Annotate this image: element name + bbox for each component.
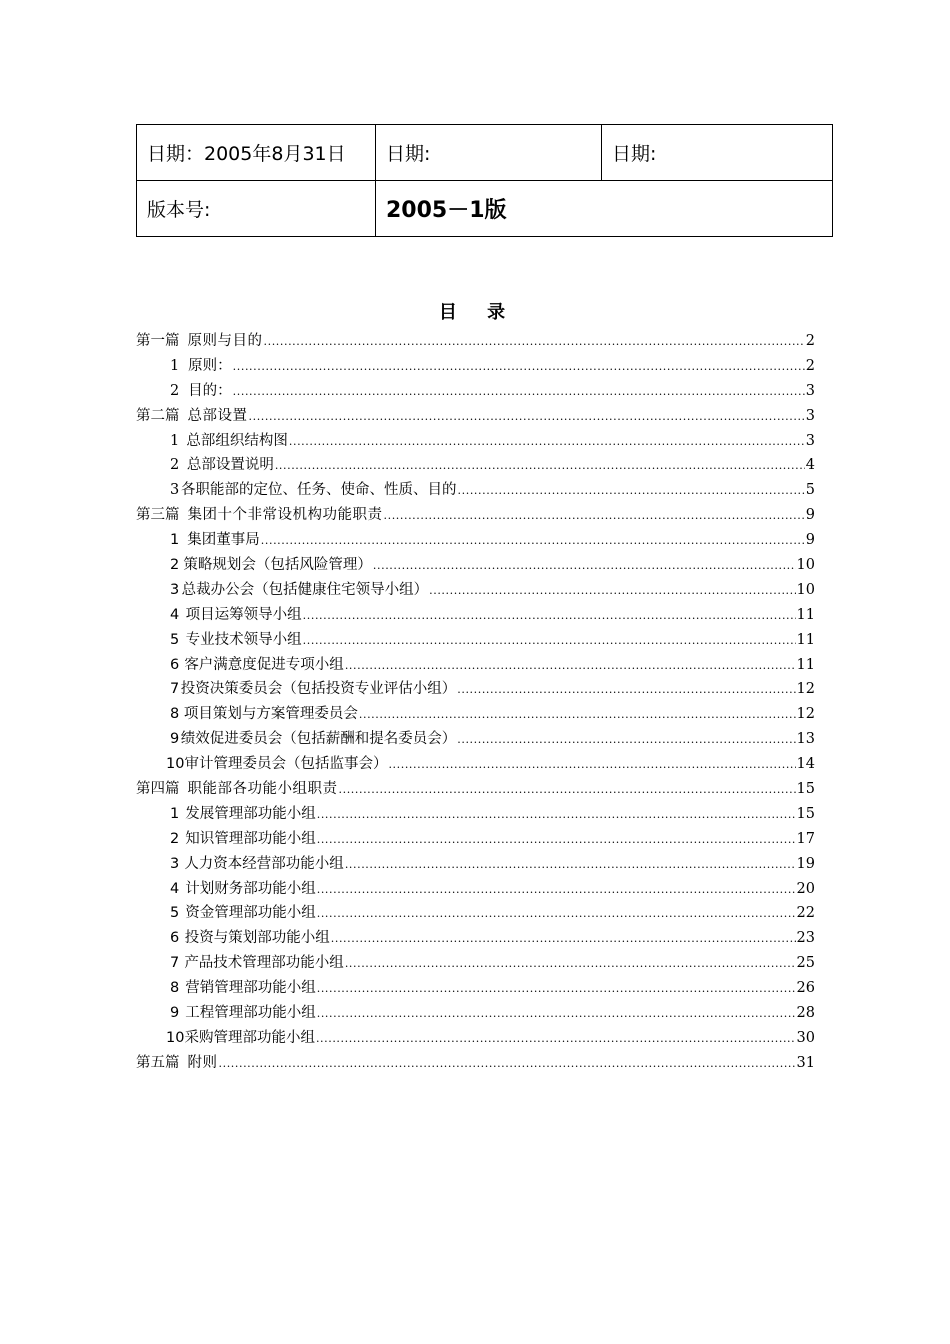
toc-dot-leader	[317, 1002, 796, 1027]
toc-entry-number: 第五篇	[136, 1054, 180, 1071]
toc-section-entry[interactable]	[136, 379, 815, 404]
toc-page-number: 31	[796, 1054, 815, 1071]
toc-dot-leader	[275, 454, 805, 479]
toc-entry-number: 2	[170, 830, 180, 847]
toc-page-number: 30	[796, 1029, 815, 1046]
toc-dot-leader	[457, 728, 795, 753]
toc-entry-number: 1	[170, 357, 180, 374]
toc-section-entry[interactable]	[136, 628, 815, 653]
toc-dot-leader	[317, 828, 796, 853]
toc-dot-leader	[261, 529, 805, 554]
toc-dot-leader	[388, 753, 795, 778]
toc-page-number: 2	[805, 333, 815, 349]
toc-section-entry[interactable]	[136, 553, 815, 578]
date-row	[137, 125, 833, 181]
toc-dot-leader	[457, 678, 795, 703]
toc-page-number: 19	[796, 855, 815, 872]
toc-entry-number: 9	[170, 1005, 180, 1022]
toc-entry-title: 绩效促进委员会（包括薪酬和提名委员会）	[180, 731, 457, 748]
toc-entry-title: 总部设置说明	[186, 457, 274, 474]
toc-dot-leader	[373, 554, 796, 579]
toc-page-number: 28	[796, 1005, 815, 1022]
toc-chapter-entry[interactable]	[136, 404, 815, 429]
toc-entry-number: 1	[170, 432, 180, 449]
toc-section-entry[interactable]	[136, 354, 815, 379]
toc-entry-title: 各职能部的定位、任务、使命、性质、目的	[181, 482, 457, 499]
toc-entry-number: 7	[170, 681, 180, 698]
toc-section-entry[interactable]	[136, 578, 815, 603]
toc-dot-leader	[303, 604, 796, 629]
date-cell-1: 日期：2005年8月31日	[137, 125, 376, 181]
toc-page-number: 3	[805, 432, 815, 449]
toc-dot-leader	[359, 703, 796, 728]
toc-entry-title: 总部组织结构图	[186, 432, 288, 449]
toc-entry-number: 第一篇	[136, 333, 180, 349]
toc-section-entry[interactable]	[136, 951, 815, 976]
toc-dot-leader	[303, 629, 796, 654]
toc-page-number: 11	[796, 656, 815, 673]
toc-section-entry[interactable]	[136, 1001, 815, 1026]
toc-dot-leader	[384, 504, 805, 529]
toc-entry-number: 2	[170, 382, 180, 399]
toc-entry-title: 知识管理部功能小组	[185, 830, 316, 847]
toc-section-entry[interactable]	[136, 653, 815, 678]
toc-entry-title: 资金管理部功能小组	[185, 905, 316, 922]
toc-chapter-entry[interactable]	[136, 503, 815, 528]
toc-entry-number: 3	[170, 482, 180, 499]
toc-dot-leader	[233, 355, 805, 380]
toc-dot-leader	[289, 430, 805, 455]
toc-entry-number: 第三篇	[136, 507, 180, 524]
toc-entry-title: 客户满意度促进专项小组	[184, 656, 344, 673]
toc-title: 目 录	[438, 302, 518, 323]
toc-entry-title: 项目运筹领导小组	[185, 606, 302, 623]
toc-page-number: 4	[805, 457, 815, 474]
toc-entry-number: 5	[170, 905, 180, 922]
version-row	[137, 181, 833, 237]
toc-entry-number: 8	[170, 980, 180, 997]
toc-entry-title: 采购管理部功能小组	[184, 1029, 315, 1046]
toc-page-number: 12	[796, 681, 815, 698]
toc-page-number: 3	[805, 382, 815, 399]
toc-entry-number: 7	[170, 955, 180, 972]
toc-dot-leader	[317, 878, 796, 903]
version-label: 版本号:	[137, 181, 376, 237]
toc-entry-number: 1	[170, 532, 180, 549]
toc-page-number: 15	[796, 781, 815, 798]
toc-entry-number: 第二篇	[136, 407, 180, 424]
toc-entry-number: 9	[170, 731, 180, 748]
toc-entry-title: 人力资本经营部功能小组	[184, 855, 344, 872]
version-info-table	[136, 124, 833, 237]
toc-dot-leader	[345, 853, 796, 878]
toc-entry-title: 原则与目的	[187, 333, 263, 349]
toc-entry-number: 1	[170, 805, 180, 822]
toc-section-entry[interactable]	[136, 453, 815, 478]
date-cell-3: 日期:	[602, 125, 833, 181]
toc-page-number: 15	[796, 805, 815, 822]
toc-page-number: 12	[796, 706, 815, 723]
toc-page-number: 23	[796, 930, 815, 947]
toc-dot-leader	[331, 927, 796, 952]
toc-entry-number: 6	[170, 930, 180, 947]
toc-chapter-entry[interactable]	[136, 329, 815, 354]
toc-page-number: 14	[796, 756, 815, 773]
toc-page-number: 5	[805, 482, 815, 499]
toc-page-number: 20	[796, 880, 815, 897]
toc-chapter-entry[interactable]	[136, 1051, 815, 1076]
toc-entry-number: 10	[166, 756, 185, 773]
toc-section-entry[interactable]	[136, 603, 815, 628]
toc-dot-leader	[317, 977, 796, 1002]
toc-entry-number: 5	[170, 631, 180, 648]
toc-section-entry[interactable]	[136, 727, 815, 752]
toc-entry-title: 职能部各功能小组职责	[187, 781, 338, 798]
toc-section-entry[interactable]	[136, 528, 815, 553]
toc-section-entry[interactable]	[136, 827, 815, 852]
toc-dot-leader	[345, 654, 796, 679]
version-value: 2005－1版	[376, 181, 833, 237]
toc-entry-title: 原则：	[188, 357, 232, 374]
toc-entry-number: 3	[170, 581, 180, 598]
toc-entry-title: 营销管理部功能小组	[185, 980, 316, 997]
toc-section-entry[interactable]	[136, 677, 815, 702]
toc-dot-leader	[219, 1052, 796, 1077]
toc-page-number: 22	[796, 905, 815, 922]
toc-section-entry[interactable]	[136, 802, 815, 827]
toc-entry-title: 计划财务部功能小组	[185, 880, 316, 897]
toc-entry-title: 集团十个非常设机构功能职责	[187, 507, 383, 524]
toc-entry-title: 总部设置	[187, 407, 248, 424]
toc-section-entry[interactable]	[136, 429, 815, 454]
toc-entry-title: 集团董事局	[187, 532, 260, 549]
toc-dot-leader	[339, 778, 796, 803]
toc-entry-number: 第四篇	[136, 781, 180, 798]
toc-entry-number: 10	[166, 1029, 185, 1046]
toc-entry-number: 2	[170, 457, 180, 474]
toc-entry-title: 附则	[187, 1054, 218, 1071]
toc-section-entry[interactable]	[136, 702, 815, 727]
toc-section-entry[interactable]	[136, 478, 815, 503]
toc-dot-leader	[249, 405, 805, 430]
toc-page-number: 3	[805, 407, 815, 424]
toc-entry-title: 总裁办公会（包括健康住宅领导小组）	[181, 581, 429, 598]
toc-dot-leader	[316, 1027, 796, 1052]
toc-entry-title: 产品技术管理部功能小组	[184, 955, 344, 972]
toc-page-number: 25	[796, 955, 815, 972]
toc-dot-leader	[233, 380, 805, 405]
date-cell-2: 日期:	[376, 125, 602, 181]
toc-dot-leader	[458, 479, 805, 504]
toc-section-entry[interactable]	[136, 901, 815, 926]
toc-entry-number: 8	[170, 706, 180, 723]
toc-entry-number: 4	[170, 880, 180, 897]
toc-entry-number: 2	[170, 557, 180, 574]
toc-entry-title: 审计管理委员会（包括监事会）	[184, 756, 388, 773]
toc-entry-title: 工程管理部功能小组	[185, 1005, 316, 1022]
toc-section-entry[interactable]	[136, 976, 815, 1001]
toc-entry-title: 投资决策委员会（包括投资专业评估小组）	[180, 681, 457, 698]
toc-page-number: 11	[796, 606, 815, 623]
toc-entry-title: 投资与策划部功能小组	[184, 930, 330, 947]
toc-dot-leader	[317, 803, 796, 828]
toc-chapter-entry[interactable]	[136, 777, 815, 802]
toc-entry-title: 目的：	[188, 382, 232, 399]
toc-dot-leader	[429, 579, 795, 604]
toc-entry-number: 4	[170, 606, 180, 623]
table-of-contents	[136, 329, 815, 1076]
toc-entry-title: 发展管理部功能小组	[185, 805, 316, 822]
toc-page-number: 10	[796, 557, 815, 574]
toc-page-number: 26	[796, 980, 815, 997]
toc-dot-leader	[264, 330, 805, 355]
toc-entry-title: 项目策划与方案管理委员会	[183, 706, 358, 723]
toc-page-number: 17	[796, 830, 815, 847]
toc-section-entry[interactable]	[136, 1026, 815, 1051]
toc-page-number: 13	[796, 731, 815, 748]
toc-entry-number: 6	[170, 656, 180, 673]
toc-page-number: 9	[805, 532, 815, 549]
toc-entry-title: 专业技术领导小组	[185, 631, 302, 648]
toc-dot-leader	[345, 952, 796, 977]
toc-entry-title: 策略规划会（包括风险管理）	[183, 557, 372, 574]
toc-page-number: 11	[796, 631, 815, 648]
toc-section-entry[interactable]	[136, 852, 815, 877]
toc-section-entry[interactable]	[136, 877, 815, 902]
toc-page-number: 10	[796, 581, 815, 598]
toc-dot-leader	[317, 902, 796, 927]
toc-section-entry[interactable]	[136, 752, 815, 777]
toc-page-number: 9	[805, 507, 815, 524]
toc-page-number: 2	[805, 357, 815, 374]
toc-entry-number: 3	[170, 855, 180, 872]
toc-section-entry[interactable]	[136, 926, 815, 951]
